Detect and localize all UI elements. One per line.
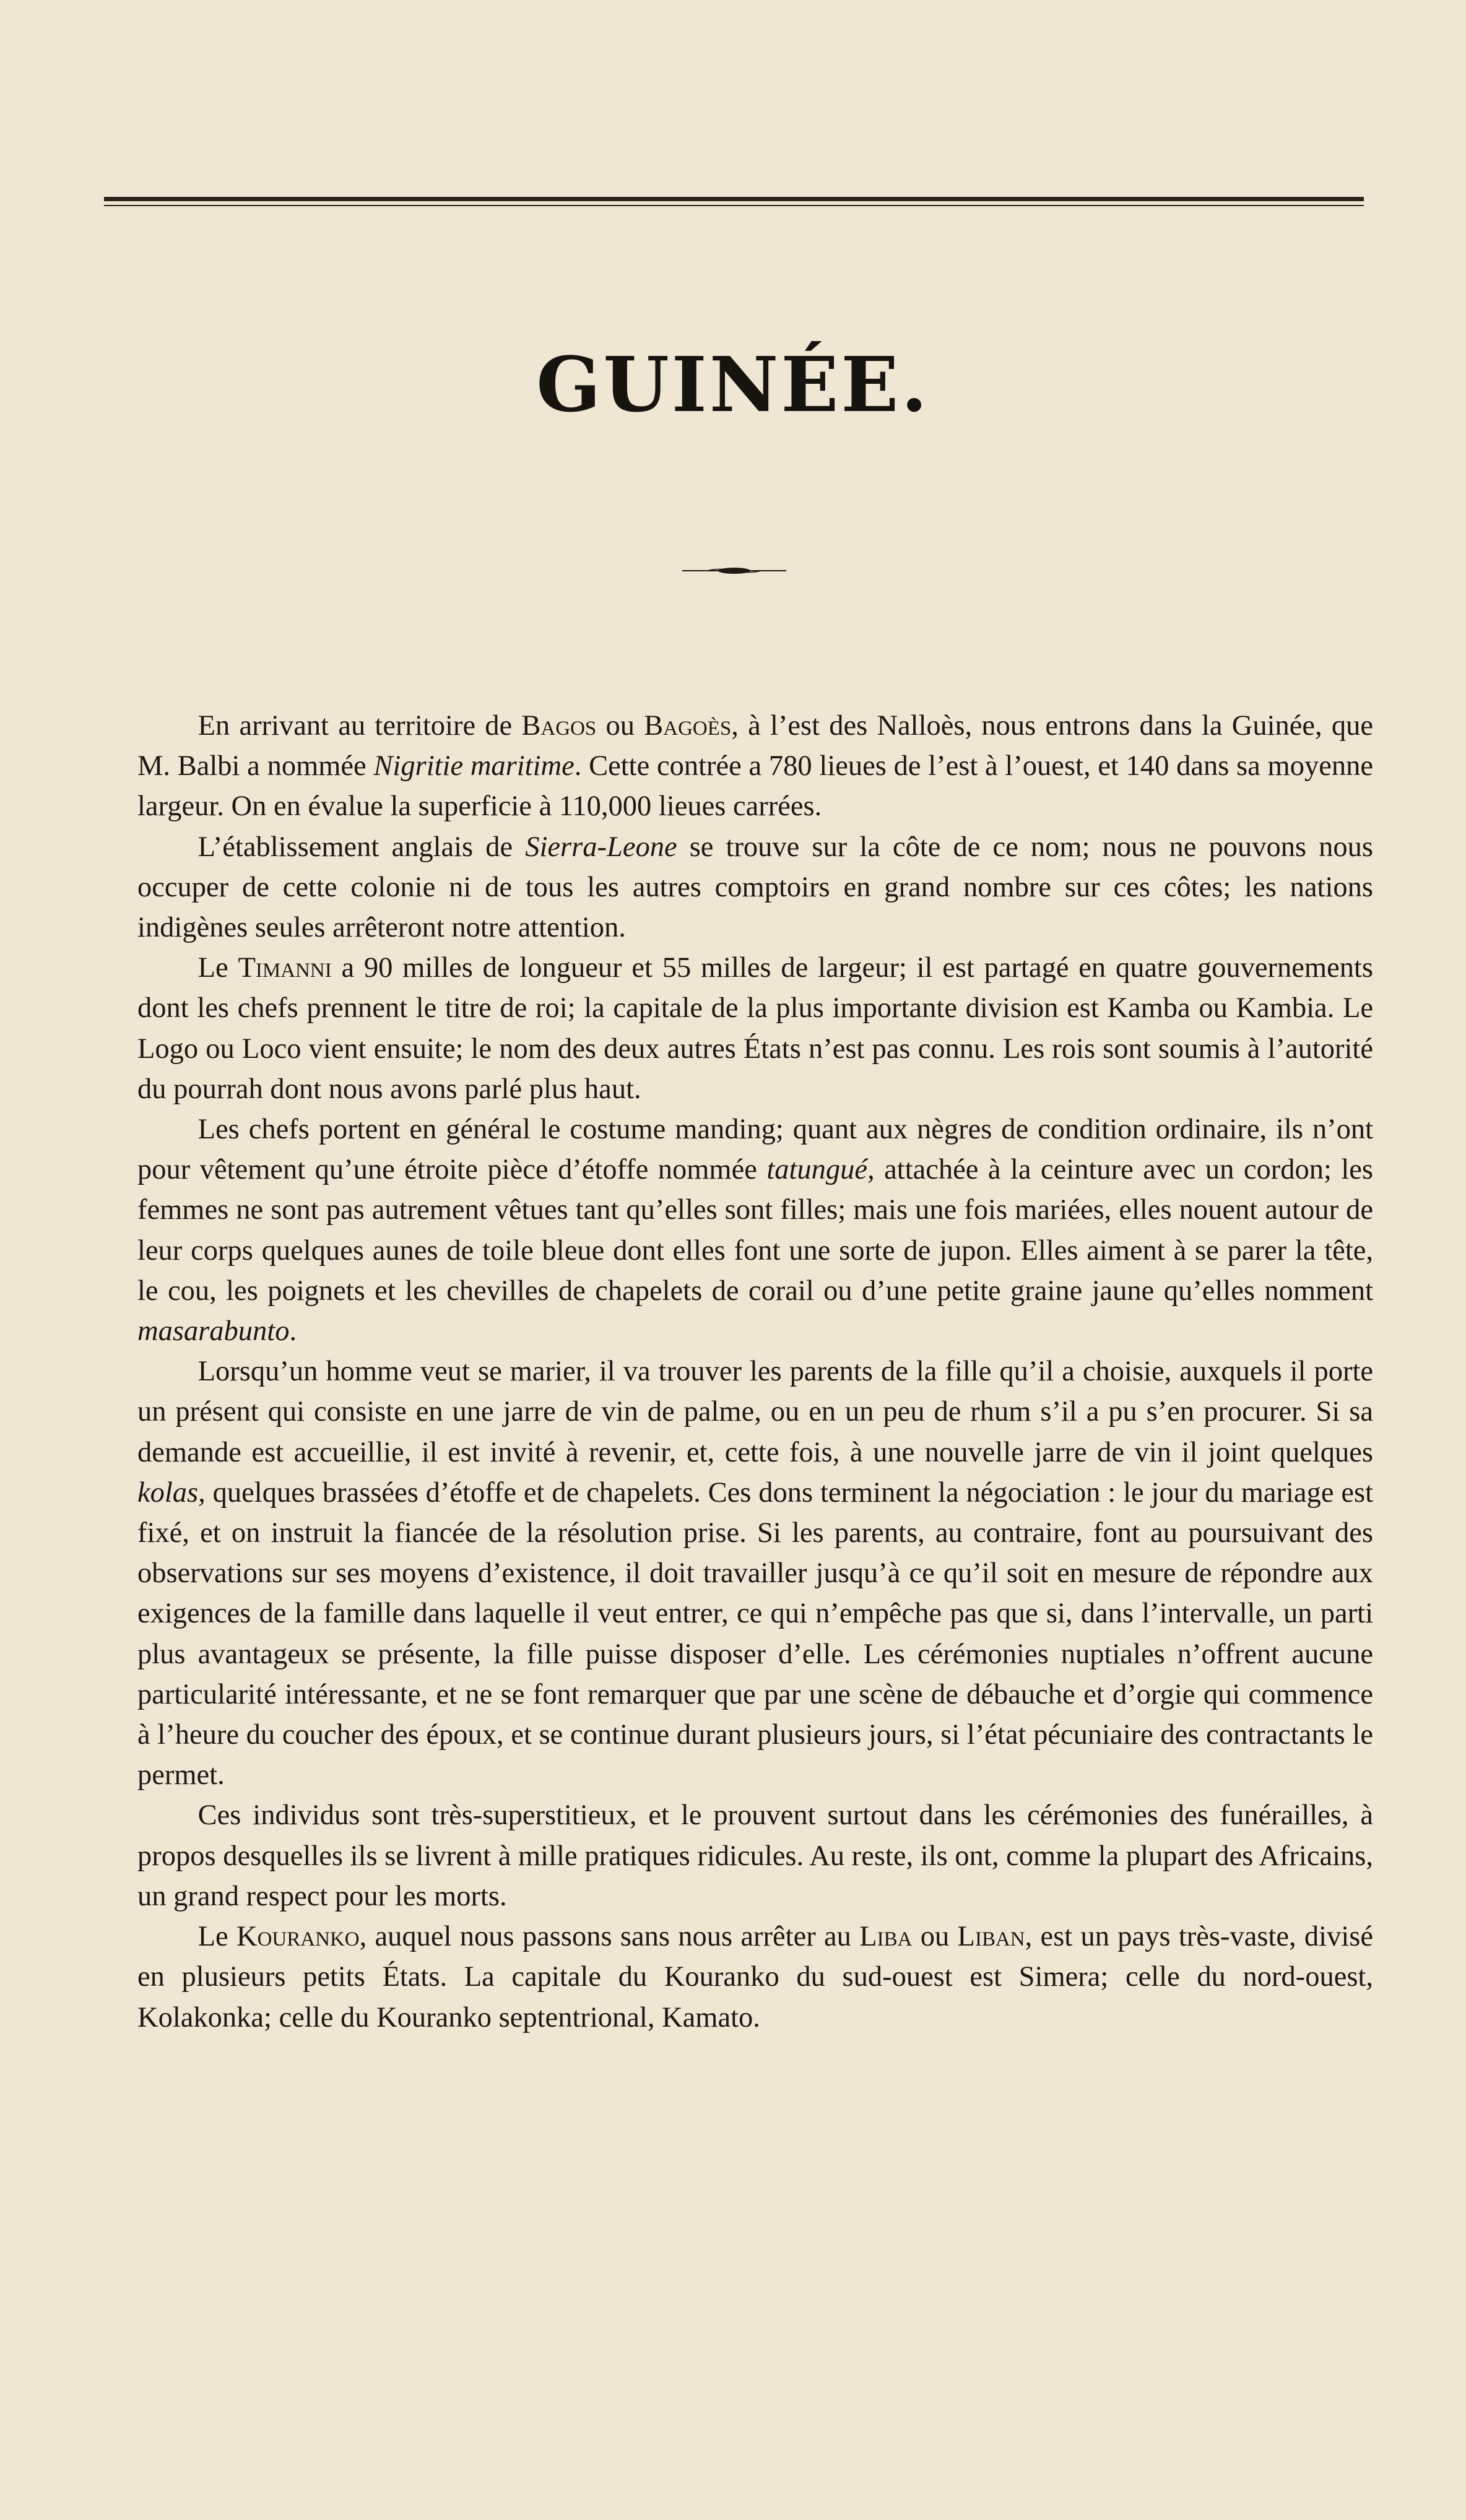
italic-term: masarabunto <box>137 1315 290 1348</box>
place-name: Liban <box>957 1921 1025 1953</box>
paragraph-sierra-leone <box>137 827 1373 948</box>
text: se trouve sur la côte de ce nom; nous ne pouvons nous occuper de cette colonie ni de tous les autres comptoirs en grand nombre sur ces côtes; les nations indigènes seules arrêteront notre attention. <box>137 831 1373 944</box>
place-name: Timanni <box>238 952 332 984</box>
place-name: Kouranko <box>236 1921 360 1953</box>
chapter-title: GUINÉE. <box>536 340 930 429</box>
text: ou <box>912 1921 958 1953</box>
text: , à l’est des Nalloès, nous entrons dans la Guinée, que M. Balbi a nommée <box>137 710 1373 782</box>
place-name: Bagoès <box>644 710 732 742</box>
title-ornament-divider <box>682 566 786 575</box>
italic-term: kolas, <box>137 1476 206 1509</box>
text: . Cette contrée a 780 lieues de l’est à l’ouest, et 140 dans sa moyenne largeur. On en évalue la superficie à 110,000 lieues carrées. <box>137 750 1373 823</box>
header-rule-thick <box>104 197 1364 201</box>
text: , est un pays très-vaste, divisé en plusieurs petits États. La capitale du Kouranko du sud-ouest est Simera; celle du nord-ouest, Kolakonka; celle du Kouranko septentrional, Kamato. <box>137 1921 1374 2033</box>
text: L’établissement anglais de <box>197 831 526 863</box>
text: quelques brassées d’étoffe et de chapelets. Ces dons terminent la négociation : le jour du mariage est fixé, et on instruit la fiancée de la résolution prise. Si les parents, au contraire, font au poursuivant des observations sur ses moyens d’existence, il doit travailler jusqu’à ce qu’il soit en mesure de répondre aux exigences de la famille dans laquelle il veut entrer, ce qui n’empêche pas que si, dans l’intervalle, un parti plus avantageux se présente, la fille puisse disposer d’elle. Les cérémonies nuptiales n’offrent aucune particularité intéressante, et ne se font remarquer que par une scène de débauche et d’orgie qui commence à l’heure du coucher des époux, et se continue durant plusieurs jours, si l’état pécuniaire des contractants le permet. <box>137 1476 1373 1791</box>
italic-term: Sierra-Leone <box>525 831 677 863</box>
paragraph-costume <box>137 1109 1373 1351</box>
paragraph-marriage <box>137 1351 1373 1795</box>
text: , auquel nous passons sans nous arrêter au <box>359 1921 860 1953</box>
paragraph-bagos <box>137 706 1373 827</box>
text: Les chefs portent en général le costume manding; quant aux nègres de condition ordinaire, ils n’ont pour vêtement qu’une étroite pièce d’étoffe nommée <box>137 1114 1373 1186</box>
text: ou <box>596 710 644 742</box>
text: a 90 milles de longueur et 55 milles de largeur; il est partagé en quatre gouvernements dont les chefs prennent le titre de roi; la capitale de la plus importante division est Kamba ou Kambia. Le Logo ou Loco vient ensuite; le nom des deux autres États n’est pas connu. Les rois sont soumis à l’autorité du pourrah dont nous avons parlé plus haut. <box>137 952 1373 1105</box>
text: Lorsqu’un homme veut se marier, il va trouver les parents de la fille qu’il a choisie, auxquels il porte un présent qui consiste en une jarre de vin de palme, ou en un peu de rhum s’il a pu s’en procurer. Si sa demande est accueillie, il est invité à revenir, et, cette fois, à une nouvelle jarre de vin il joint quelques <box>137 1356 1373 1468</box>
italic-term: tatungué, <box>766 1154 875 1186</box>
text: En arrivant au territoire de <box>197 710 522 742</box>
italic-term: Nigritie maritime <box>373 750 575 782</box>
text: . <box>289 1315 297 1348</box>
paragraph-superstitions <box>137 1795 1373 1916</box>
text: attachée à la ceinture avec un cordon; les femmes ne sont pas autrement vêtues tant qu’elles sont filles; mais une fois mariées, elles nouent autour de leur corps quelques aunes de toile bleue dont elles font une sorte de jupon. Elles aiment à se parer la tête, le cou, les poignets et les chevilles de chapelets de corail ou d’une petite graine jaune qu’elles nomment <box>137 1154 1373 1307</box>
header-rule-thin <box>104 205 1364 206</box>
text: Ces individus sont très-superstitieux, et le prouvent surtout dans les cérémonies des funérailles, à propos desquelles ils se livrent à mille pratiques ridicules. Au reste, ils ont, comme la plupart des Africains, un grand respect pour les morts. <box>137 1799 1373 1912</box>
text: Le <box>197 1921 236 1953</box>
paragraph-kouranko <box>137 1916 1373 2038</box>
chapter-body <box>137 706 1373 2038</box>
text: Le <box>197 952 238 984</box>
place-name: Liba <box>859 1921 913 1953</box>
paragraph-timanni <box>137 948 1373 1109</box>
place-name: Bagos <box>521 710 597 742</box>
